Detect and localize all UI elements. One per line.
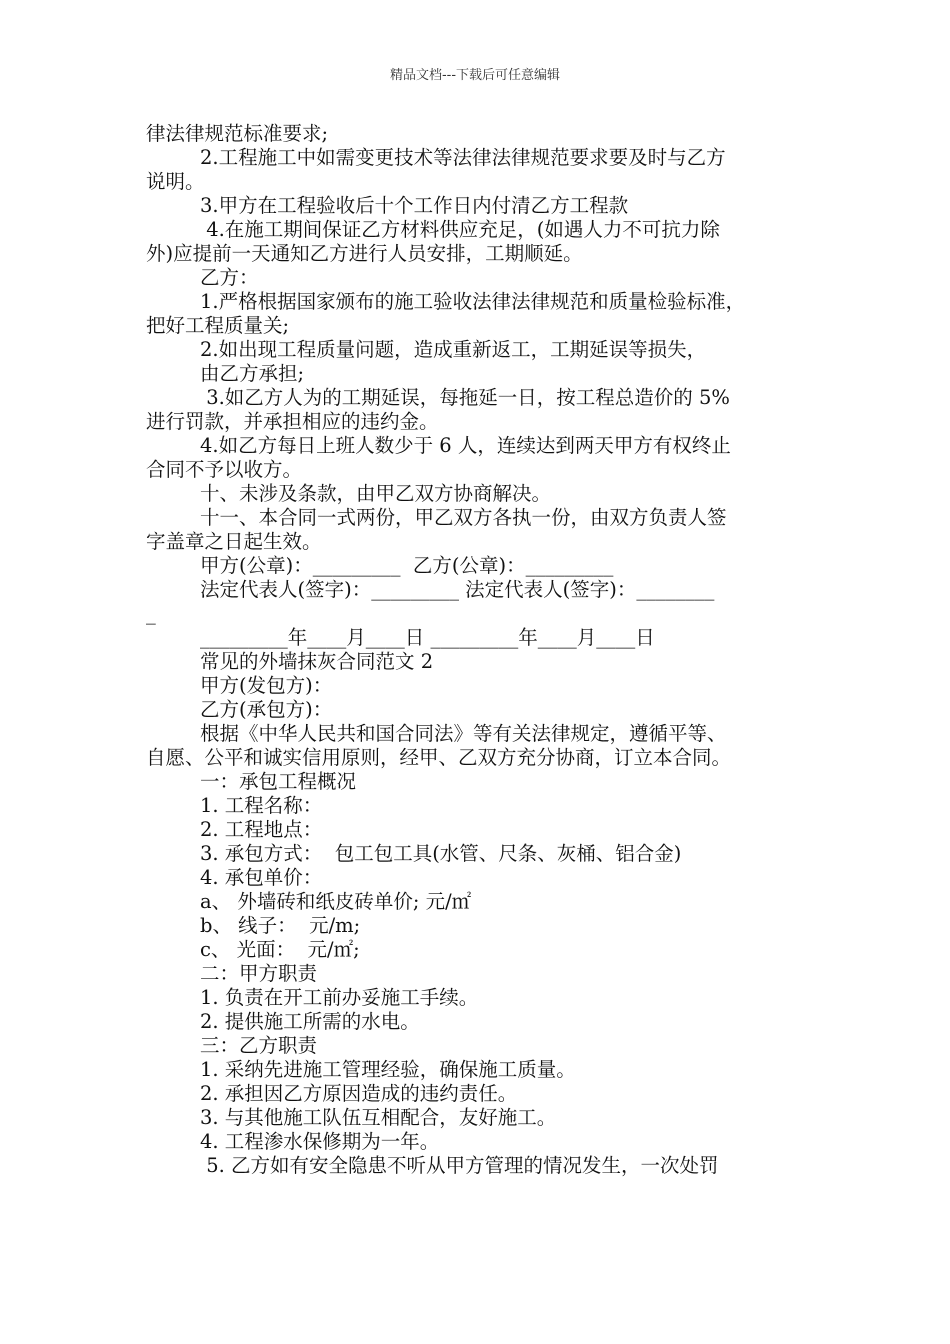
text-line: 1. 采纳先进施工管理经验，确保施工质量。 [200,1058,576,1081]
text-line: 外)应提前一天通知乙方进行人员安排，工期顺延。 [146,242,583,265]
text-line: 3. 与其他施工队伍互相配合，友好施工。 [200,1106,557,1129]
text-line: 2.如出现工程质量问题，造成重新返工，工期延误等损失， [200,338,707,361]
text-line: 2. 承担因乙方原因造成的违约责任。 [200,1082,518,1105]
text-line: 1. 负责在开工前办妥施工手续。 [200,986,479,1009]
text-line: 甲方(发包方)： [200,674,333,697]
text-line: 3.甲方在工程验收后十个工作日内付清乙方工程款 [200,194,629,217]
text-line: 1.严格根据国家颁布的施工验收法律法律规范和质量检验标准， [200,290,746,313]
text-line: 3.如乙方人为的工期延误，每拖延一日，按工程总造价的 5% [200,386,730,409]
text-line: 2. 工程地点： [200,818,323,841]
text-line: 把好工程质量关; [146,314,290,337]
text-line: a、 外墙砖和纸皮砖单价; 元/㎡ [200,890,472,913]
text-line: 十一、本合同一式两份，甲乙双方各执一份，由双方负责人签 [200,506,727,529]
text-line: 乙方： [200,266,259,289]
text-line: 甲方(公章)：_________ 乙方(公章)：_________ [200,554,614,577]
text-line: 十、未涉及条款，由甲乙双方协商解决。 [200,482,552,505]
text-line: 常见的外墙抹灰合同范文 2 [200,650,434,673]
text-line: 4.如乙方每日上班人数少于 6 人，连续达到两天甲方有权终止 [200,434,731,457]
text-line: 合同不予以收方。 [146,458,303,481]
text-line: 5. 乙方如有安全隐患不听从甲方管理的情况发生，一次处罚 [200,1154,719,1177]
text-line: 法定代表人(签字)：_________ 法定代表人(签字)：________ [200,578,715,601]
text-line: 二：甲方职责 [200,962,318,985]
text-line: 三：乙方职责 [200,1034,318,1057]
text-line: 3. 承包方式： 包工包工具(水管、尺条、灰桶、铝合金) [200,842,682,865]
text-line: 一：承包工程概况 [200,770,357,793]
text-line: b、 线子： 元/m; [200,914,361,937]
text-line: _________年____月____日 _________年____月____日 [200,626,655,649]
text-line: 进行罚款，并承担相应的违约金。 [146,410,439,433]
document-body [146,122,818,1178]
text-line: _ [146,602,156,625]
text-line: 说明。 [146,170,205,193]
text-line: 由乙方承担; [200,362,305,385]
text-line: 律法律规范标准要求; [146,122,329,145]
text-line: 乙方(承包方)： [200,698,333,721]
text-line: 1. 工程名称： [200,794,323,817]
text-line: 根据《中华人民共和国合同法》等有关法律规定，遵循平等、 [200,722,727,745]
text-line: 字盖章之日起生效。 [146,530,322,553]
text-line: c、 光面： 元/㎡; [200,938,360,961]
text-line: 4. 工程渗水保修期为一年。 [200,1130,440,1153]
text-line: 2. 提供施工所需的水电。 [200,1010,420,1033]
text-line: 4. 承包单价： [200,866,323,889]
text-line: 4.在施工期间保证乙方材料供应充足，(如遇人力不可抗力除 [200,218,720,241]
text-line: 2.工程施工中如需变更技术等法律法律规范要求要及时与乙方 [200,146,726,169]
text-line: 自愿、公平和诚实信用原则，经甲、乙双方充分协商，订立本合同。 [146,746,732,769]
page-header: 精品文档---下载后可任意编辑 [389,68,561,83]
